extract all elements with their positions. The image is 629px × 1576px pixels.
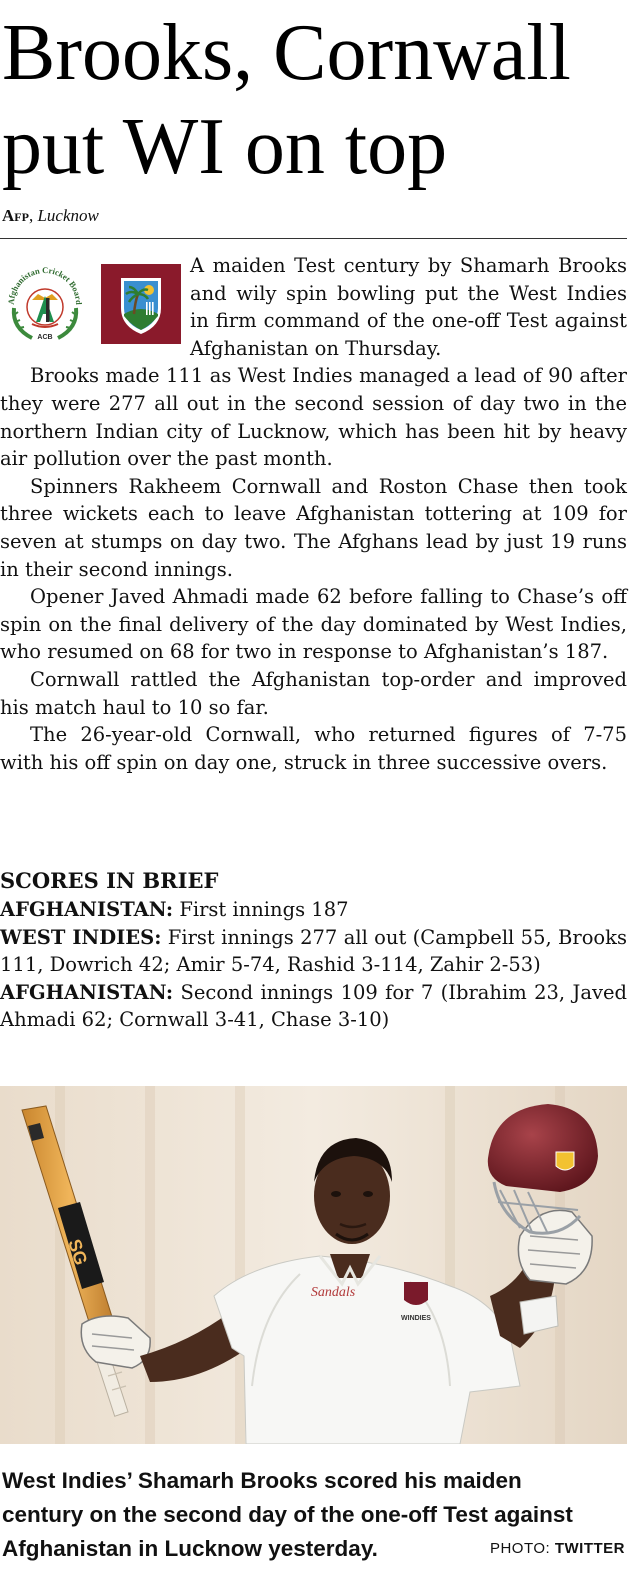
article-paragraph-4: Opener Javed Ahmadi made 62 before falling to Chase’s off spin on the final delivery of the day dominated by West Indies, who resumed on 68 for two in response to Afghanistan’s 187. xyxy=(0,585,627,664)
photo-credit xyxy=(490,1540,625,1557)
score-detail: First innings 277 all out (Campbell 55, Brooks 111, Dowrich 42; Amir 5-74, Rashid 3-114, Zahir 2-53) xyxy=(0,925,627,977)
score-line-west-indies-first xyxy=(0,924,627,979)
byline-separator: , xyxy=(28,206,38,225)
score-detail: First innings 187 xyxy=(173,898,349,921)
headline-line-2: put WI on top xyxy=(2,103,448,191)
headline-line-1: Brooks, Cornwall xyxy=(2,9,571,97)
acb-logo-arc-text: Afghanistan Cricket Board xyxy=(5,264,85,305)
score-team: WEST INDIES: xyxy=(0,925,162,949)
shirt-sponsor-text: Sandals xyxy=(310,1285,356,1300)
afghanistan-cricket-board-logo xyxy=(2,260,88,346)
byline-place: Lucknow xyxy=(37,206,99,225)
headline xyxy=(2,6,627,194)
score-line-afghanistan-first xyxy=(0,896,627,924)
scores-in-brief xyxy=(0,866,627,1034)
article-paragraph-2: Brooks made 111 as West Indies managed a lead of 90 after they were 277 all out in the second session of day two in the northern Indian city of Lucknow, which has been hit by heavy air pollution over the past month. xyxy=(0,364,627,471)
score-team: AFGHANISTAN: xyxy=(0,980,174,1004)
article-paragraph-5: Cornwall rattled the Afghanistan top-order and improved his match haul to 10 so far. xyxy=(0,667,627,719)
team-logos xyxy=(0,256,188,348)
match-photo xyxy=(0,1086,627,1444)
west-indies-cricket-logo xyxy=(101,264,181,344)
byline-divider xyxy=(0,238,627,239)
bat-brand-text: SG xyxy=(64,1236,92,1268)
article-paragraph-3: Spinners Rakheem Cornwall and Roston Chase then took three wickets each to leave Afghanistan tottering at 109 for seven at stumps on day two. The Afghans lead by just 19 runs in their second innings. xyxy=(0,474,627,581)
scores-heading: SCORES IN BRIEF xyxy=(0,868,219,893)
score-team: AFGHANISTAN: xyxy=(0,898,174,921)
photo-credit-source: TWITTER xyxy=(554,1540,625,1557)
shirt-badge-text: WINDIES xyxy=(401,1315,431,1322)
article-paragraph-6: The 26-year-old Cornwall, who returned figures of 7-75 with his off spin on day one, struck in three successive overs. xyxy=(0,723,627,774)
article-paragraph-1: A maiden Test century by Shamarh Brooks and wily spin bowling put the West Indies in firm command of the one-off Test against Afghanistan on Thursday. xyxy=(190,254,627,360)
photo-credit-label: PHOTO: xyxy=(489,1540,555,1557)
acb-logo-monogram: ACB xyxy=(37,334,53,341)
score-detail: Second innings 109 for 7 (Ibrahim 23, Javed Ahmadi 62; Cornwall 3-41, Chase 3-10) xyxy=(0,980,627,1032)
photo-caption: West Indies’ Shamarh Brooks scored his maiden century on the second day of the one-off Test against Afghanistan in Lucknow yesterday. xyxy=(2,1468,573,1561)
score-line-afghanistan-second xyxy=(0,979,627,1034)
byline-agency: Afp xyxy=(2,206,29,225)
byline xyxy=(2,206,99,226)
